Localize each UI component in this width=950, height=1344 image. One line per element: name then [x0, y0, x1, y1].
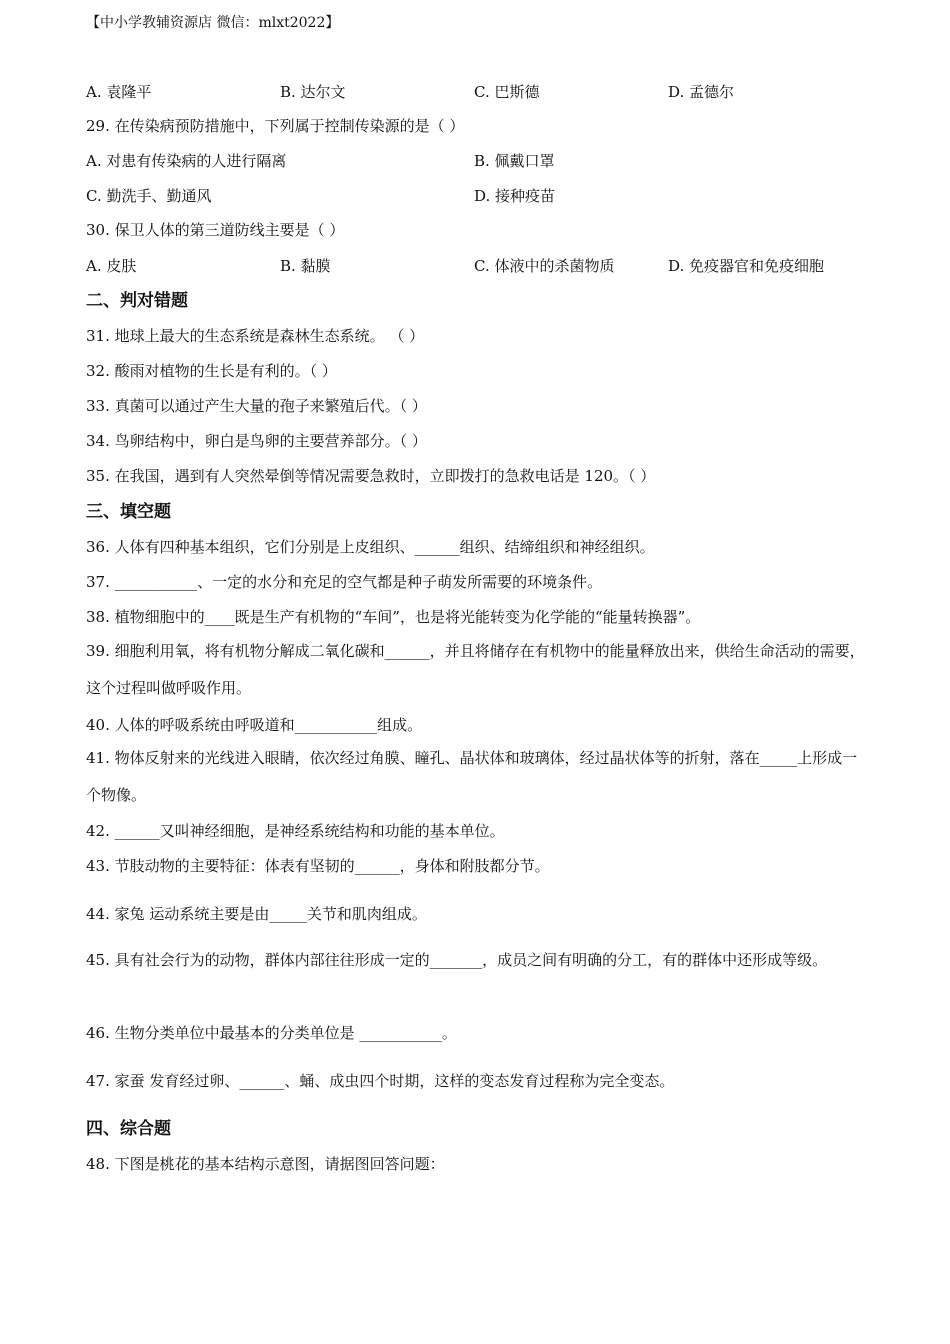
- fill-question-42: 42. ______又叫神经细胞，是神经系统结构和功能的基本单位。: [86, 822, 505, 840]
- q30-option-c: C. 体液中的杀菌物质: [474, 257, 615, 275]
- q29-option-d: D. 接种疫苗: [474, 187, 556, 205]
- q29-option-c: C. 勤洗手、勤通风: [86, 187, 212, 205]
- section-heading-judge: 二、判对错题: [86, 291, 188, 311]
- judge-question-33: 33. 真菌可以通过产生大量的孢子来繁殖后代。（ ）: [86, 397, 427, 415]
- judge-question-34: 34. 鸟卵结构中，卵白是鸟卵的主要营养部分。（ ）: [86, 432, 427, 450]
- fill-question-41: 41. 物体反射来的光线进入眼睛，依次经过角膜、瞳孔、晶状体和玻璃体，经过晶状体等的折射，落在_____上形成一个物像。: [86, 749, 858, 804]
- q28-option-a: A. 袁隆平: [86, 83, 152, 101]
- q30-option-a: A. 皮肤: [86, 257, 137, 275]
- fill-question-36: 36. 人体有四种基本组织，它们分别是上皮组织、______组织、结缔组织和神经组织。: [86, 538, 655, 556]
- comprehensive-question-48: 48. 下图是桃花的基本结构示意图，请据图回答问题：: [86, 1155, 445, 1173]
- page-header: 【中小学教辅资源店 微信：mlxt2022】: [86, 15, 340, 31]
- q29-stem: 29. 在传染病预防措施中，下列属于控制传染源的是（ ）: [86, 117, 465, 135]
- q28-option-b: B. 达尔文: [280, 83, 346, 101]
- fill-question-40: 40. 人体的呼吸系统由呼吸道和___________组成。: [86, 716, 423, 734]
- q29-option-a: A. 对患有传染病的人进行隔离: [86, 152, 287, 170]
- fill-question-44: 44. 家兔 运动系统主要是由_____关节和肌肉组成。: [86, 905, 427, 923]
- fill-question-45: 45. 具有社会行为的动物，群体内部往往形成一定的_______，成员之间有明确的分工，有的群体中还形成等级。: [86, 951, 828, 969]
- q29-option-b: B. 佩戴口罩: [474, 152, 555, 170]
- q28-option-d: D. 孟德尔: [668, 83, 735, 101]
- judge-question-35: 35. 在我国，遇到有人突然晕倒等情况需要急救时，立即拨打的急救电话是 120。（ ）: [86, 467, 656, 485]
- fill-question-37: 37. ___________、一定的水分和充足的空气都是种子萌发所需要的环境条件。: [86, 573, 603, 591]
- section-heading-comprehensive: 四、综合题: [86, 1119, 171, 1139]
- q30-option-d: D. 免疫器官和免疫细胞: [668, 257, 825, 275]
- fill-question-46: 46. 生物分类单位中最基本的分类单位是 ___________。: [86, 1024, 457, 1042]
- q28-option-c: C. 巴斯德: [474, 83, 540, 101]
- q30-option-b: B. 黏膜: [280, 257, 331, 275]
- fill-question-43: 43. 节肢动物的主要特征：体表有坚韧的______，身体和附肢都分节。: [86, 857, 550, 875]
- section-heading-fill: 三、填空题: [86, 502, 171, 522]
- fill-question-47: 47. 家蚕 发育经过卵、______、蛹、成虫四个时期，这样的变态发育过程称为完全变态。: [86, 1072, 675, 1090]
- q30-stem: 30. 保卫人体的第三道防线主要是（ ）: [86, 221, 345, 239]
- fill-question-38: 38. 植物细胞中的____既是生产有机物的“车间”，也是将光能转变为化学能的“能量转换器”。: [86, 608, 701, 626]
- fill-question-39: 39. 细胞利用氧，将有机物分解成二氧化碳和______，并且将储存在有机物中的能量释放出来，供给生命活动的需要，这个过程叫做呼吸作用。: [86, 642, 865, 697]
- judge-question-32: 32. 酸雨对植物的生长是有利的。（ ）: [86, 362, 337, 380]
- judge-question-31: 31. 地球上最大的生态系统是森林生态系统。 （ ）: [86, 327, 425, 345]
